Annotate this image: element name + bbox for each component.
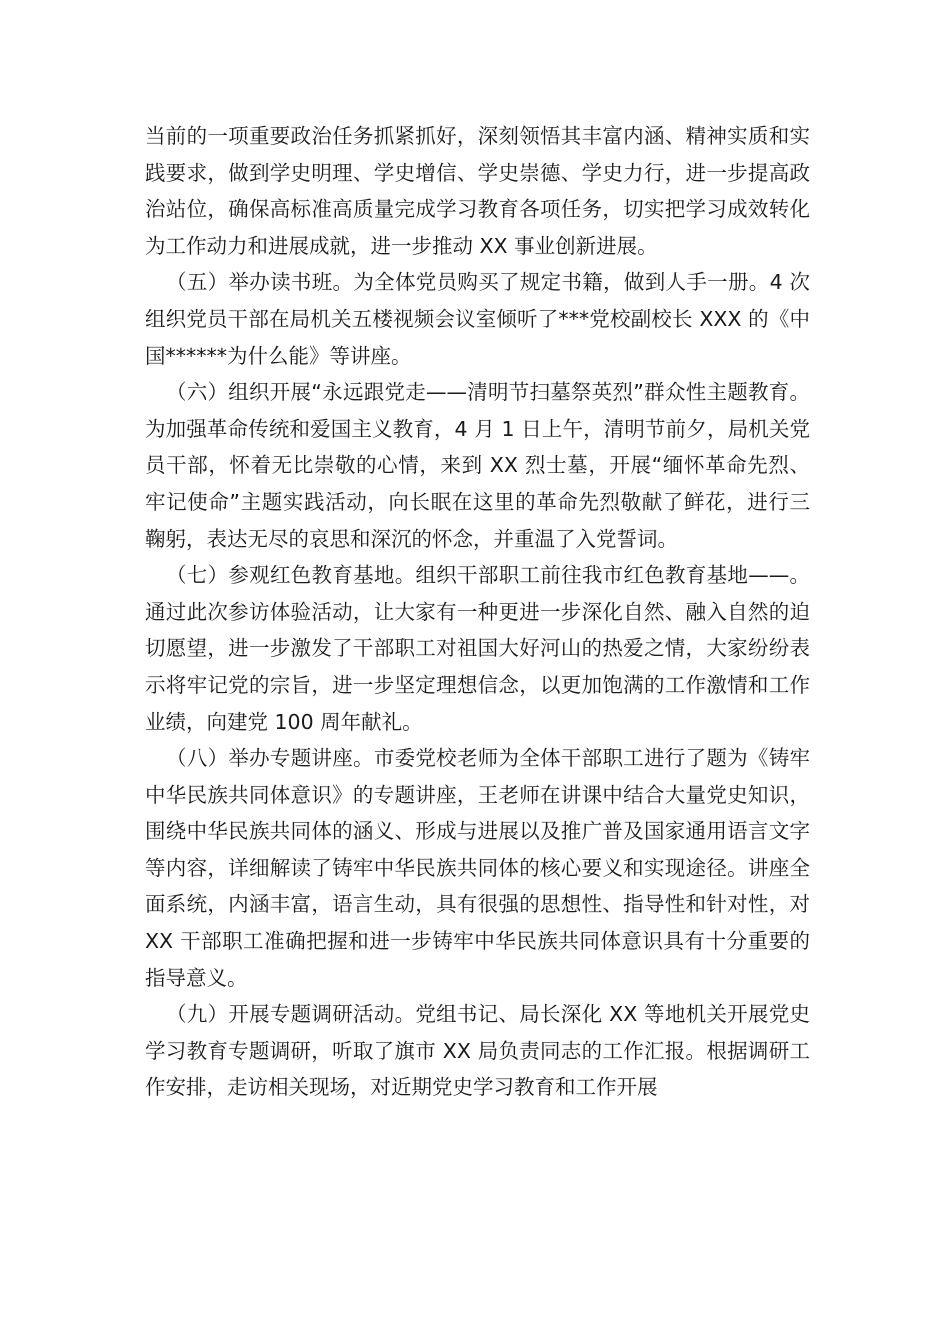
document-body [145, 118, 810, 1106]
paragraph-section-6: （六）组织开展“永远跟党走——清明节扫墓祭英烈”群众性主题教育。为加强革命传统和爱国主义教育，4 月 1 日上午，清明节前夕，局机关党员干部，怀着无比崇敬的心情，来到 XX 烈士墓，开展“缅怀革命先烈、牢记使命”主题实践活动，向长眠在这里的革命先烈敬献了鲜花，进行三鞠躬，表达无尽的哀思和深沉的怀念，并重温了入党誓词。 [145, 380, 810, 551]
paragraph-section-5: （五）举办读书班。为全体党员购买了规定书籍，做到人手一册。4 次组织党员干部在局机关五楼视频会议室倾听了***党校副校长 XXX 的《中国******为什么能》等讲座。 [145, 270, 810, 368]
paragraph-section-7: （七）参观红色教育基地。组织干部职工前往我市红色教育基地——。通过此次参访体验活动，让大家有一种更进一步深化自然、融入自然的迫切愿望，进一步激发了干部职工对祖国大好河山的热爱之情，大家纷纷表示将牢记党的宗旨，进一步坚定理想信念，以更加饱满的工作激情和工作业绩，向建党 100 周年献礼。 [145, 563, 810, 734]
paragraph-section-8: （八）举办专题讲座。市委党校老师为全体干部职工进行了题为《铸牢中华民族共同体意识》的专题讲座，王老师在讲课中结合大量党史知识，围绕中华民族共同体的涵义、形成与进展以及推广普及国家通用语言文字等内容，详细解读了铸牢中华民族共同体的核心要义和实现途径。讲座全面系统，内涵丰富，语言生动，具有很强的思想性、指导性和针对性，对 XX 干部职工准确把握和进一步铸牢中华民族共同体意识具有十分重要的指导意义。 [145, 746, 810, 990]
paragraph-continuation: 当前的一项重要政治任务抓紧抓好，深刻领悟其丰富内涵、精神实质和实践要求，做到学史明理、学史增信、学史崇德、学史力行，进一步提高政治站位，确保高标准高质量完成学习教育各项任务，切实把学习成效转化为工作动力和进展成就，进一步推动 XX 事业创新进展。 [145, 124, 810, 258]
paragraph-section-9: （九）开展专题调研活动。党组书记、局长深化 XX 等地机关开展党史学习教育专题调研，听取了旗市 XX 局负责同志的工作汇报。根据调研工作安排，走访相关现场，对近期党史学习教育和工作开展 [145, 1002, 810, 1100]
